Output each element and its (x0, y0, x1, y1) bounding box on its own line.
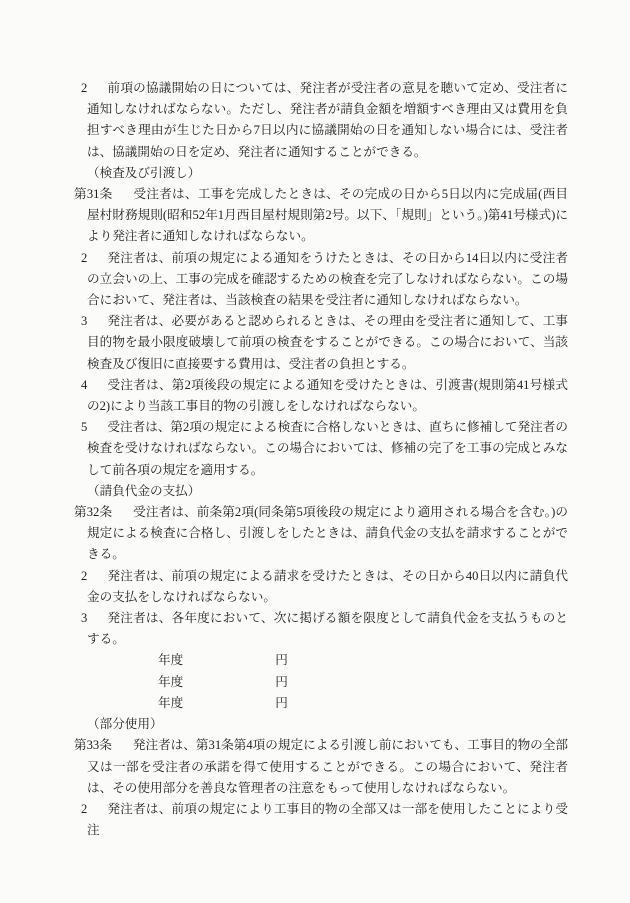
heading-partial-use (74, 714, 568, 735)
payment-year-row-2 (74, 672, 568, 693)
heading-inspection-and-delivery (74, 163, 568, 184)
heading-text: （部分使用） (87, 717, 163, 732)
heading-text: （請負代金の支払） (87, 483, 201, 498)
paragraph-text: 受注者は、第2項の規定による検査に合格しないときは、直ちに修補して発注者の検査を受けなければならない。この場合においては、修補の完了を工事の完成とみなして前各項の規定を適用する。 (87, 420, 569, 477)
article-number: 第31条 (74, 187, 113, 202)
article-33 (74, 735, 568, 799)
paragraph-text: 発注者は、前項の規定による請求を受けたときは、その日から40日以内に請負代金の支払をしなければならない。 (87, 568, 568, 604)
paragraph-number: 3 (81, 611, 88, 626)
article-31-para-2 (74, 248, 568, 312)
paragraph-text: 発注者は、必要があると認められるときは、その理由を受注者に通知して、工事目的物を最小限度破壊して前項の検査をすることができる。この場合において、当該検査及び復旧に直接要する費用は、受注者の負担とする。 (87, 314, 568, 371)
article-32-para-3 (74, 608, 568, 650)
article-text: 受注者は、工事を完成したときは、その完成の日から5日以内に完成届(西目屋村財務規則(昭和52年1月西目屋村規則第2号。以下、「規則」という。)第41号様式)により発注者に通知しなければならない。 (87, 187, 569, 244)
year-label: 年度 (158, 695, 184, 710)
yen-label: 円 (275, 653, 288, 668)
year-label: 年度 (158, 674, 184, 689)
paragraph-text: 前項の協議開始の日については、発注者が受注者の意見を聴いて定め、受注者に通知しなければならない。ただし、発注者が請負金額を増額すべき理由又は費用を負担すべき理由が生じた日から7日以内に協議開始の日を通知しない場合には、受注者は、協議開始の日を定め、発注者に通知することができる。 (87, 81, 568, 159)
article-32 (74, 502, 568, 566)
paragraph-number: 5 (81, 420, 88, 435)
article-31-para-3 (74, 311, 568, 375)
contract-text-body (74, 78, 568, 841)
paragraph-text: 発注者は、前項の規定による通知をうけたときは、その日から14日以内に受注者の立会いの上、工事の完成を確認するための検査を完了しなければならない。この場合において、発注者は、当該検査の結果を受注者に通知しなければならない。 (87, 250, 568, 308)
article-33-para-2 (74, 799, 568, 841)
payment-year-row-1 (74, 650, 568, 671)
paragraph-number: 3 (81, 314, 88, 329)
paragraph-text: 受注者は、第2項後段の規定による通知を受けたときは、引渡書(規則第41号様式の2)により当該工事目的物の引渡しをしなければならない。 (87, 377, 568, 414)
article-31 (74, 184, 568, 248)
heading-contract-price-payment (74, 481, 568, 502)
heading-text: （検査及び引渡し） (87, 165, 201, 180)
yen-label: 円 (275, 695, 288, 710)
paragraph-text: 発注者は、前項の規定により工事目的物の全部又は一部を使用したことにより受注 (87, 801, 568, 838)
article-text: 受注者は、前条第2項(同条第5項後段の規定により適用される場合を含む。)の規定による検査に合格し、引渡しをしたときは、請負代金の支払を請求することができる。 (87, 505, 569, 562)
paragraph-number: 2 (81, 250, 88, 265)
year-label: 年度 (158, 653, 184, 668)
article-text: 発注者は、第31条第4項の規定による引渡し前においても、工事目的物の全部又は一部を受注者の承諾を得て使用することができる。この場合において、発注者は、その使用部分を善良な管理者の注意をもって使用しなければならない。 (87, 738, 569, 795)
article-number: 第33条 (74, 738, 112, 753)
paragraph-number: 2 (81, 81, 88, 95)
payment-year-row-3 (74, 693, 568, 714)
article-number: 第32条 (74, 505, 113, 520)
article-31-para-5 (74, 417, 568, 481)
article-32-para-2 (74, 566, 568, 608)
paragraph-text: 発注者は、各年度において、次に掲げる額を限度として請負代金を支払うものとする。 (87, 611, 568, 647)
paragraph-number: 2 (81, 801, 88, 816)
para-2-of-previous-article (74, 78, 568, 163)
article-31-para-4 (74, 375, 568, 417)
yen-label: 円 (275, 674, 288, 689)
paragraph-number: 4 (81, 377, 88, 392)
paragraph-number: 2 (81, 568, 88, 583)
